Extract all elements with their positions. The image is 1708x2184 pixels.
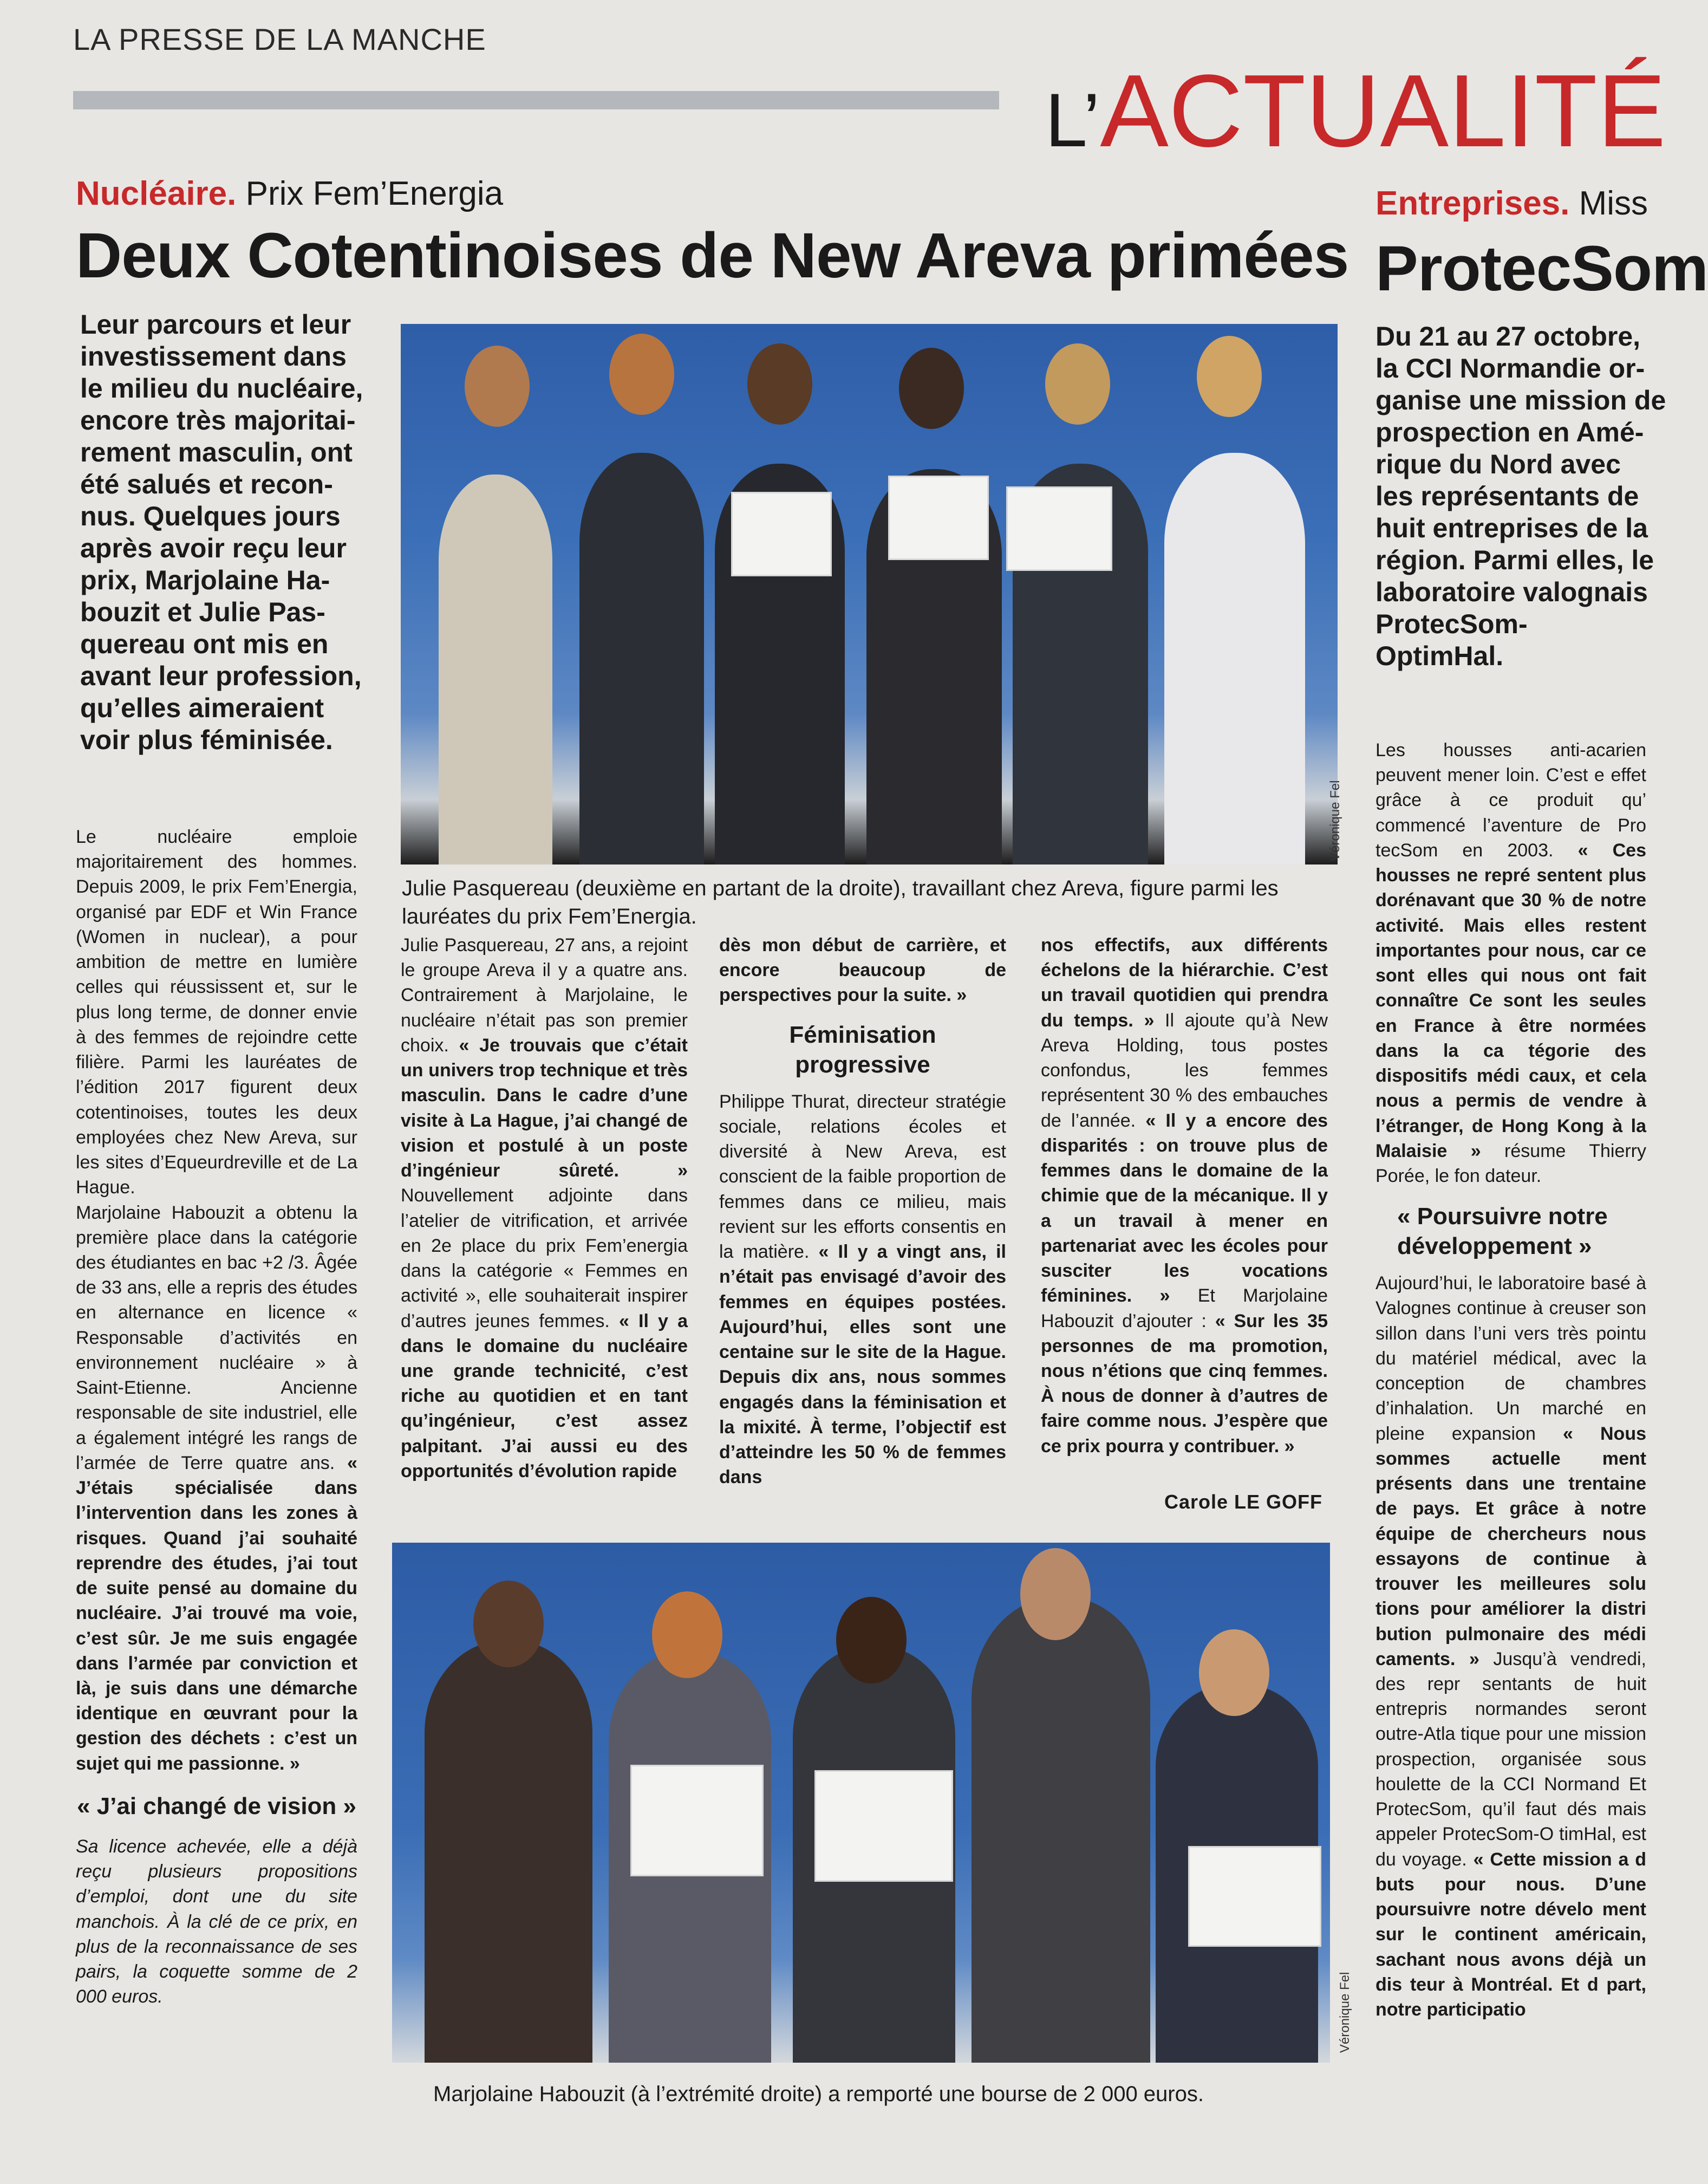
award-certificate bbox=[731, 492, 832, 576]
paragraph: Jusqu’à vendredi, des repr sentants de huit entrepris normandes seront outre-Atla tique pour une mission prospection, organisée sous houlette de la CCI Normand Et ProtecSom, qu’il faut dés mais appeler ProtecSom-O timHal, est du voyage. bbox=[1375, 1648, 1646, 1870]
person-head bbox=[465, 346, 530, 427]
chapo-line: prix, Marjolaine Ha- bbox=[80, 565, 330, 595]
chapo-line: Du 21 au 27 octobre, bbox=[1375, 321, 1641, 352]
quote: nos effectifs, aux différents échelons de la hiérarchie. C’est un travail quotidien qui prendra du temps. » bbox=[1041, 935, 1328, 1031]
section-prefix: L’ bbox=[1045, 77, 1100, 162]
award-certificate bbox=[630, 1765, 764, 1876]
side-body bbox=[1375, 738, 1646, 2022]
photo2-caption: Marjolaine Habouzit (à l’extrémité droite) a remporté une bourse de 2 000 euros. bbox=[433, 2082, 1204, 2106]
person-figure bbox=[1164, 453, 1305, 864]
person-head bbox=[836, 1597, 907, 1683]
person-head bbox=[1045, 343, 1110, 425]
paragraph: Et Marjolaine Habouzit d’ajouter : bbox=[1041, 1285, 1328, 1331]
photo2-credit: Véronique Fel bbox=[1338, 1972, 1352, 2053]
main-kicker-sub: Prix Fem’Energia bbox=[245, 175, 504, 212]
quote: « Il y a dans le domaine du nucléaire une grande technicité, c’est riche au quotidien et en tant qu’ingénieur, c’est assez palpitant. J’ai aussi eu des opportunités d’évolution rapide bbox=[401, 1310, 688, 1481]
column-1 bbox=[76, 824, 357, 2010]
quote: « Cette mission a d buts pour nous. D’une poursuivre notre dévelo ment sur le continent américain, sachant nous avons déjà un dis teur à Montréal. Et d part, notre participatio bbox=[1375, 1849, 1646, 2020]
photo-credit: Véronique Fel bbox=[1328, 780, 1342, 861]
chapo-line: les représentants de bbox=[1375, 481, 1639, 511]
quote: « Ces housses ne repré sentent plus dorénavant que 30 % de notre activité. Mais elles restent importantes pour nous, car ce sont elles qui nous ont fait connaître Ce sont les seules en France à être normées dans la ca tégorie des dispositifs médi caux, et cela nous a permis de vendre à l’étranger, de Hong Kong à la Malaisie » bbox=[1375, 840, 1646, 1161]
chapo-line: quereau ont mis en bbox=[80, 629, 329, 659]
chapo-line: la CCI Normandie or- bbox=[1375, 353, 1645, 384]
chapo-line: encore très majoritai- bbox=[80, 405, 356, 435]
person-figure bbox=[439, 474, 552, 864]
paragraph: Le nucléaire emploie majoritairement des hommes. Depuis 2009, le prix Fem’Energia, organisé par EDF et Win France (Women in nuclear), a pour ambition de mettre en lumière celles qui réussissent et, sur le plus long terme, de donner envie à des femmes de rejoindre cette filière. Parmi les lauréates de l’édition 2017 figurent deux cotentinoises, toutes les deux employées chez New Areva, sur les sites d’Equeurdreville et de La Hague. bbox=[76, 827, 357, 1198]
side-kicker-sub: Miss bbox=[1579, 185, 1648, 222]
chapo-line: rement masculin, ont bbox=[80, 437, 353, 467]
paragraph: Julie Pasquereau, 27 ans, a rejoint le groupe Areva il y a quatre ans. Contrairement à Marjolaine, le nucléaire n’était pas son premier choix. bbox=[401, 935, 688, 1056]
chapo-line: le milieu du nucléaire, bbox=[80, 373, 363, 404]
main-kicker bbox=[76, 174, 503, 213]
person-head bbox=[1020, 1548, 1091, 1640]
section-word: ACTUALITÉ bbox=[1100, 54, 1666, 168]
paragraph: Marjolaine Habouzit a obtenu la première place dans la catégorie des étudiantes en bac +2 /3. Âgée de 33 ans, elle a repris des études en alternance en licence « Responsable d’activités en environnement nucléaire » à Saint-Etienne. Ancienne responsable de site industriel, elle a également intégré les rangs de l’armée de Terre quatre ans. bbox=[76, 1202, 357, 1473]
person-head bbox=[1199, 1629, 1269, 1716]
side-kicker bbox=[1375, 184, 1648, 223]
chapo-line: rique du Nord avec bbox=[1375, 449, 1621, 479]
chapo-line: bouzit et Julie Pas- bbox=[80, 597, 325, 627]
chapo-line: avant leur profession, bbox=[80, 661, 362, 691]
award-certificate bbox=[1188, 1846, 1321, 1947]
newspaper-masthead: LA PRESSE DE LA MANCHE bbox=[73, 22, 486, 56]
column-4 bbox=[1041, 933, 1328, 1459]
subhead-vision: « J’ai changé de vision » bbox=[77, 1792, 356, 1819]
column-3 bbox=[719, 933, 1006, 1490]
person-head bbox=[473, 1581, 544, 1667]
person-head bbox=[652, 1591, 722, 1678]
side-kicker-topic: Entreprises. bbox=[1375, 185, 1570, 222]
person-head bbox=[899, 348, 964, 429]
award-certificate bbox=[1006, 486, 1112, 571]
chapo-line: prospection en Amé- bbox=[1375, 417, 1644, 447]
chapo-line: laboratoire valognais bbox=[1375, 577, 1648, 607]
chapo-line: ProtecSom- bbox=[1375, 609, 1528, 639]
quote: « Il y a vingt ans, il n’était pas envisagé d’avoir des femmes en équipes postées. Aujourd’hui, elles sont une centaine sur le site de la Hague. Depuis dix ans, nous sommes engagés dans la féminisation et la mixité. À terme, l’objectif est d’atteindre les 50 % de femmes dans bbox=[719, 1242, 1006, 1488]
main-chapo bbox=[80, 309, 383, 756]
paragraph: Nouvellement adjointe dans l’atelier de vitrification, et arrivée en 2e place du prix Fem’energia dans la catégorie « Femmes en activité », elle souhaiterait inspirer d’autres jeunes femmes. bbox=[401, 1185, 688, 1331]
paragraph: résume Thierry Porée, le fon dateur. bbox=[1375, 1140, 1646, 1186]
person-figure bbox=[579, 453, 704, 864]
paragraph: Les housses anti-acarien peuvent mener loin. C’est e effet grâce à ce produit qu’ commencé l’aventure de Pro tecSom en 2003. bbox=[1375, 740, 1646, 861]
chapo-line: été salués et recon- bbox=[80, 469, 333, 499]
person-figure bbox=[425, 1640, 592, 2063]
quote: « Sur les 35 personnes de ma promotion, nous n’étions que cinq femmes. À nous de donner à d’autres de faire comme nous. J’espère que ce prix pourra y contribuer. » bbox=[1041, 1310, 1328, 1457]
chapo-line: qu’elles aimeraient bbox=[80, 693, 324, 723]
quote: dès mon début de carrière, et encore beaucoup de perspectives pour la suite. » bbox=[719, 935, 1006, 1006]
person-head bbox=[1197, 336, 1262, 417]
photo-marjolaine bbox=[392, 1543, 1330, 2063]
paragraph: Philippe Thurat, directeur stratégie sociale, relations écoles et diversité à New Areva, est conscient de la faible proportion de femmes dans ce milieu, mais revient sur les efforts consentis en la matière. bbox=[719, 1091, 1006, 1263]
chapo-line: voir plus féminisée. bbox=[80, 725, 333, 755]
quote: « Il y a encore des disparités : on trouve plus de femmes dans le domaine de la chimie que de la mécanique. Il y a un travail à mener en partenariat avec les écoles pour susciter les vocations féminines. » bbox=[1041, 1110, 1328, 1306]
column-2 bbox=[401, 933, 688, 1484]
side-chapo bbox=[1375, 321, 1679, 672]
paragraph: Sa licence achevée, elle a déjà reçu plusieurs propositions d’emploi, dont une du site manchois. À la clé de ce prix, en plus de la reconnaissance de ses pairs, la coquette somme de 2 000 euros. bbox=[76, 1836, 357, 2007]
chapo-line: ganise une mission de bbox=[1375, 385, 1666, 415]
section-rule bbox=[73, 91, 999, 109]
side-headline: ProtecSom bbox=[1375, 233, 1708, 304]
quote: « Je trouvais que c’était un univers trop technique et très masculin. Dans le cadre d’une visite à La Hague, j’ai changé de vision et postulé à un poste d’ingénieur sûreté. » bbox=[401, 1035, 688, 1181]
paragraph: Il ajoute qu’à New Areva Holding, tous postes confondus, les femmes représentent 30 % des embauches de l’année. bbox=[1041, 1010, 1328, 1131]
person-figure bbox=[972, 1597, 1150, 2063]
chapo-line: Leur parcours et leur bbox=[80, 309, 351, 340]
author-signature: Carole LE GOFF bbox=[1164, 1491, 1323, 1513]
quote: « Nous sommes actuelle ment présents dans une trentaine de pays. Et grâce à notre équipe de chercheurs nous essayons de continue à trouver les meilleures solu tions pour améliorer la distri bution pulmonaire des médi caments. » bbox=[1375, 1423, 1647, 1669]
chapo-line: après avoir reçu leur bbox=[80, 533, 347, 563]
side-subhead: « Poursuivre notre développement » bbox=[1397, 1203, 1608, 1260]
award-certificate bbox=[888, 476, 989, 560]
person-head bbox=[747, 343, 812, 425]
chapo-line: huit entreprises de la bbox=[1375, 513, 1648, 543]
photo-laureates bbox=[401, 324, 1338, 864]
paragraph: Aujourd’hui, le laboratoire basé à Valognes continue à creuser son sillon dans l’uni vers très pointu du matériel médical, avec la conception de chambres d’inhalation. Un marché en pleine expansion bbox=[1375, 1273, 1646, 1444]
main-headline: Deux Cotentinoises de New Areva primées bbox=[76, 220, 1349, 291]
chapo-line: nus. Quelques jours bbox=[80, 501, 341, 531]
subhead-feminisation: Féminisation progressive bbox=[789, 1021, 936, 1078]
award-certificate bbox=[814, 1770, 953, 1882]
chapo-line: région. Parmi elles, le bbox=[1375, 545, 1654, 575]
main-kicker-topic: Nucléaire. bbox=[76, 175, 237, 212]
chapo-line: investissement dans bbox=[80, 341, 347, 372]
quote: « J’étais spécialisée dans l’intervention dans les zones à risques. Quand j’ai souhaité reprendre des études, j’ai tout de suite pensé au domaine du nucléaire. J’ai trouvé ma voie, c’est sûr. Je me suis engagée dans l’armée par conviction et là, je suis dans une démarche identique en œuvrant pour la gestion des déchets : c’est un sujet qui me passionne. » bbox=[76, 1452, 357, 1774]
person-head bbox=[609, 334, 674, 415]
photo1-caption: Julie Pasquereau (deuxième en partant de la droite), travaillant chez Areva, figure parmi les lauréates du prix Fem’Energia. bbox=[402, 876, 1279, 928]
chapo-line: OptimHal. bbox=[1375, 641, 1504, 671]
